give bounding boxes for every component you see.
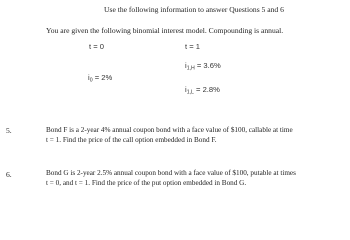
rate-up-node [185, 62, 221, 70]
question-6-line-1: Bond G is 2-year 2.5% annual coupon bond with a face value of $100, putable at times [46, 169, 296, 177]
question-5-number: 5. [6, 126, 12, 135]
model-intro: You are given the following binomial interest model. Compounding is annual. [46, 26, 284, 35]
rate-down-symbol: i [185, 85, 187, 94]
rate-up-value: = 3.6% [196, 61, 221, 70]
question-6-number: 6. [6, 170, 12, 179]
rate-up-symbol: i [185, 61, 187, 70]
rate-root-node [88, 74, 112, 82]
rate-up-subscript: 1,H [186, 65, 195, 72]
question-5-line-2: t = 1. Find the price of the call option embedded in Bond F. [46, 135, 217, 144]
time-label-t1: t = 1 [185, 42, 200, 51]
question-6-line-2: t = 0, and t = 1. Find the price of the put option embedded in Bond G. [46, 178, 247, 187]
rate-root-symbol: i [88, 73, 90, 82]
rate-root-subscript: 0 [89, 77, 93, 84]
rate-root-value: = 2% [94, 73, 113, 82]
rate-down-subscript: 1,L [186, 89, 194, 96]
rate-down-value: = 2.8% [196, 85, 220, 94]
question-6-text [46, 169, 348, 188]
question-5-text [46, 126, 346, 145]
time-label-t0: t = 0 [89, 42, 104, 51]
rate-down-node [185, 86, 220, 94]
instruction-heading: Use the following information to answer Questions 5 and 6 [104, 5, 284, 14]
question-5-line-1: Bond F is a 2-year 4% annual coupon bond with a face value of $100, callable at time [46, 126, 293, 134]
